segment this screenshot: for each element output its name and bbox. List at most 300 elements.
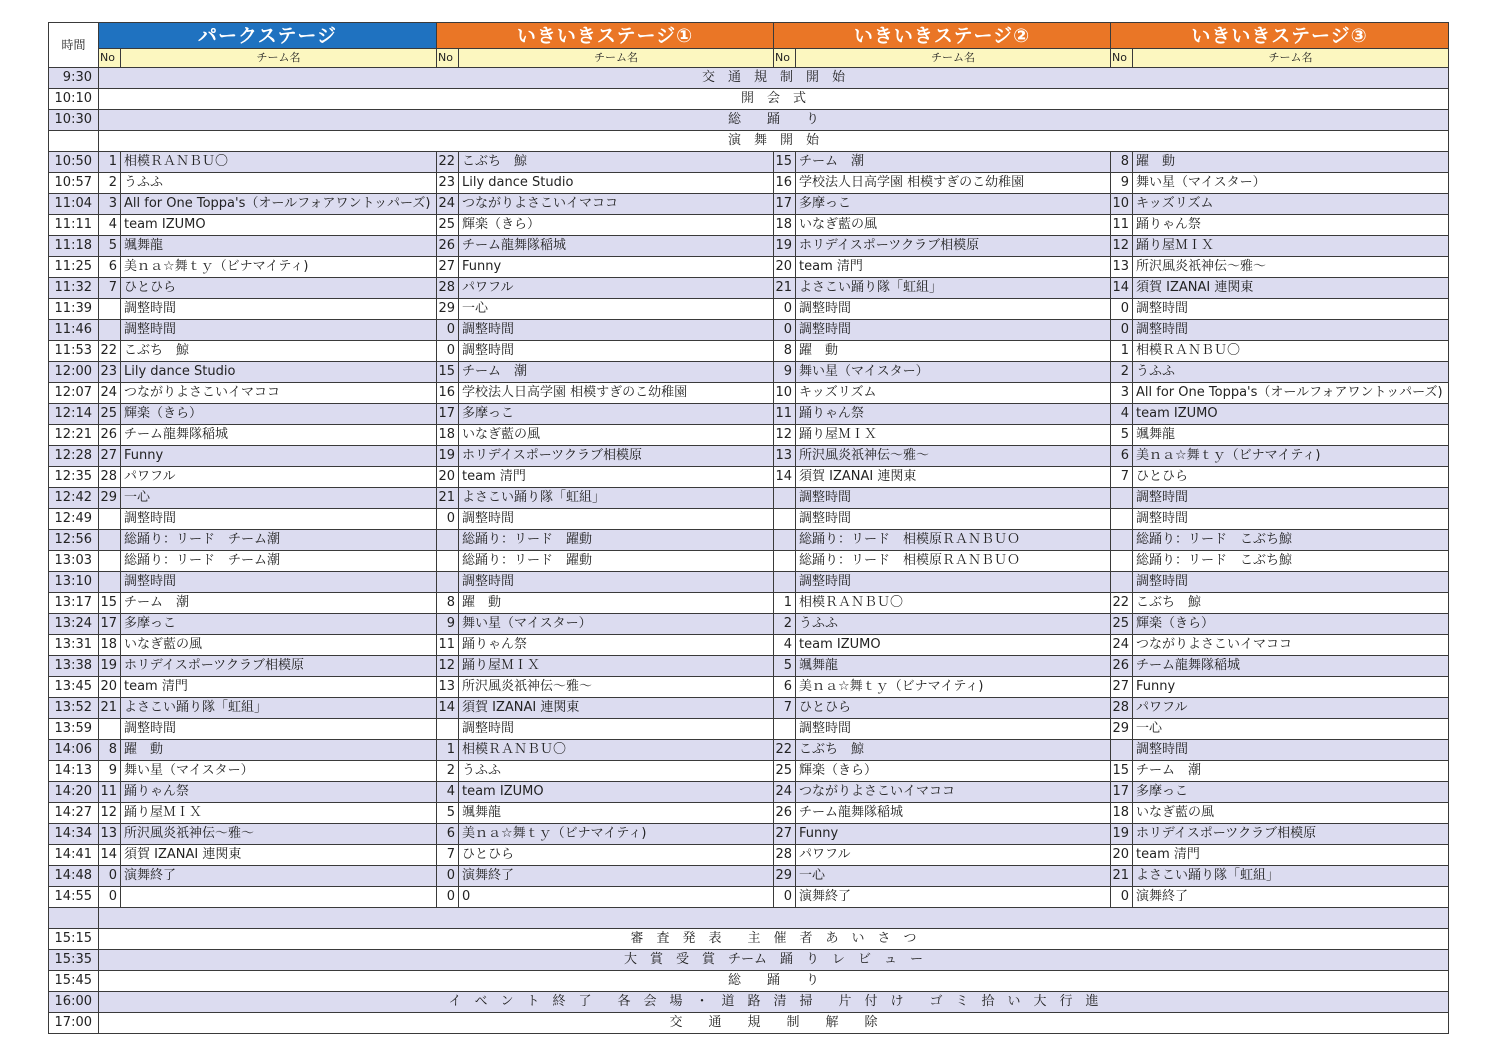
team-number-cell: 25	[1111, 614, 1133, 635]
team-name-cell: 調整時間	[121, 719, 437, 740]
schedule-row	[49, 614, 1449, 635]
team-name-cell: 一心	[796, 866, 1111, 887]
team-name-cell: team IZUMO	[121, 215, 437, 236]
time-cell: 14:27	[49, 803, 99, 824]
team-number-cell: 7	[99, 278, 121, 299]
team-name-cell: 輝楽（きら）	[121, 404, 437, 425]
team-number-cell: 0	[437, 320, 459, 341]
time-cell: 17:00	[49, 1013, 99, 1034]
team-name-cell: 須賀 IZANAI 連関東	[1133, 278, 1449, 299]
team-name-cell: 踊りゃん祭	[121, 782, 437, 803]
schedule-row	[49, 929, 1449, 950]
time-cell: 11:39	[49, 299, 99, 320]
schedule-row	[49, 362, 1449, 383]
time-cell	[49, 908, 99, 929]
team-name-cell: よさこい踊り隊「虹組」	[459, 488, 774, 509]
team-name-cell: 多摩っこ	[459, 404, 774, 425]
team-number-cell: 0	[1111, 320, 1133, 341]
schedule-row	[49, 236, 1449, 257]
team-number-cell: 12	[437, 656, 459, 677]
team-number-cell: 29	[99, 488, 121, 509]
team-number-cell: 12	[99, 803, 121, 824]
team-number-cell: 5	[774, 656, 796, 677]
time-cell: 12:21	[49, 425, 99, 446]
schedule-row	[49, 509, 1449, 530]
time-cell: 11:46	[49, 320, 99, 341]
team-number-cell	[1111, 551, 1133, 572]
schedule-row	[49, 677, 1449, 698]
team-name-cell: こぶち 鯨	[1133, 593, 1449, 614]
team-number-cell: 6	[774, 677, 796, 698]
team-number-cell: 27	[774, 824, 796, 845]
team-name-cell	[121, 887, 437, 908]
team-name-cell: 所沢風炎祇神伝～雅～	[121, 824, 437, 845]
team-number-cell: 7	[774, 698, 796, 719]
team-number-cell: 21	[774, 278, 796, 299]
team-name-cell: 颯舞龍	[1133, 425, 1449, 446]
team-number-cell	[99, 719, 121, 740]
schedule-row	[49, 110, 1449, 131]
team-number-cell	[99, 572, 121, 593]
team-number-cell: 19	[437, 446, 459, 467]
team-number-cell: 23	[99, 362, 121, 383]
team-name-cell: よさこい踊り隊「虹組」	[121, 698, 437, 719]
team-name-cell: ひとひら	[1133, 467, 1449, 488]
schedule-row	[49, 1013, 1449, 1034]
team-name-cell: 学校法人日高学園 相模すぎのこ幼稚園	[459, 383, 774, 404]
team-number-cell: 12	[1111, 236, 1133, 257]
no-column-header: No	[774, 49, 796, 68]
team-name-cell: 美ｎａ☆舞ｔｙ（ビナマイティ)	[459, 824, 774, 845]
team-number-cell: 0	[437, 887, 459, 908]
team-number-cell	[1111, 572, 1133, 593]
team-number-cell: 1	[99, 152, 121, 173]
time-cell: 11:11	[49, 215, 99, 236]
schedule-row	[49, 824, 1449, 845]
team-number-cell: 17	[99, 614, 121, 635]
team-name-cell: 相模ＲＡＮＢＵ〇	[1133, 341, 1449, 362]
team-name-cell: つながりよさこいイマココ	[1133, 635, 1449, 656]
team-number-cell: 13	[437, 677, 459, 698]
team-name-cell: こぶち 鯨	[796, 740, 1111, 761]
team-name-cell: 須賀 IZANAI 連関東	[121, 845, 437, 866]
team-number-cell: 5	[1111, 425, 1133, 446]
team-number-cell	[437, 551, 459, 572]
time-cell: 14:06	[49, 740, 99, 761]
event-cell: 開 会 式	[99, 89, 1449, 110]
team-number-cell: 25	[99, 404, 121, 425]
team-number-cell: 8	[99, 740, 121, 761]
team-name-cell: 総踊り：リード チーム潮	[121, 551, 437, 572]
time-cell: 10:50	[49, 152, 99, 173]
team-name-cell: 踊りゃん祭	[459, 635, 774, 656]
team-name-cell: 美ｎａ☆舞ｔｙ（ビナマイティ)	[1133, 446, 1449, 467]
event-cell: 演 舞 開 始	[99, 131, 1449, 152]
team-number-cell: 20	[1111, 845, 1133, 866]
team-number-cell: 13	[99, 824, 121, 845]
team-number-cell: 6	[99, 257, 121, 278]
schedule-row	[49, 320, 1449, 341]
team-name-cell: 踊りゃん祭	[796, 404, 1111, 425]
team-name-cell: 踊り屋ＭＩＸ	[459, 656, 774, 677]
event-cell: 交 通 規 制 解 除	[99, 1013, 1449, 1034]
team-name-cell: 調整時間	[796, 509, 1111, 530]
team-name-cell: 演舞終了	[459, 866, 774, 887]
team-name-cell: パワフル	[459, 278, 774, 299]
team-name-cell: うふふ	[1133, 362, 1449, 383]
team-name-cell: 調整時間	[1133, 320, 1449, 341]
team-number-cell: 6	[1111, 446, 1133, 467]
team-number-cell: 0	[437, 341, 459, 362]
team-number-cell: 17	[1111, 782, 1133, 803]
team-name-cell: 調整時間	[121, 572, 437, 593]
time-cell: 14:20	[49, 782, 99, 803]
team-name-cell: Funny	[796, 824, 1111, 845]
team-name-cell: 所沢風炎祇神伝～雅～	[459, 677, 774, 698]
schedule-row	[49, 488, 1449, 509]
time-cell: 11:04	[49, 194, 99, 215]
team-name-cell: こぶち 鯨	[121, 341, 437, 362]
team-number-cell: 7	[1111, 467, 1133, 488]
team-name-cell: 颯舞龍	[121, 236, 437, 257]
schedule-row	[49, 719, 1449, 740]
team-name-cell: 調整時間	[121, 299, 437, 320]
team-number-cell: 16	[774, 173, 796, 194]
schedule-row	[49, 803, 1449, 824]
team-name-cell: 調整時間	[459, 719, 774, 740]
team-name-cell: 舞い星（マイスター）	[459, 614, 774, 635]
team-name-cell: All for One Toppa's（オールフォアワントッパーズ)	[121, 194, 437, 215]
time-cell: 13:45	[49, 677, 99, 698]
team-name-cell: 調整時間	[796, 320, 1111, 341]
team-name-cell: 調整時間	[1133, 509, 1449, 530]
team-number-cell: 7	[437, 845, 459, 866]
no-column-header: No	[1111, 49, 1133, 68]
team-name-cell: チーム 潮	[1133, 761, 1449, 782]
team-number-cell	[99, 299, 121, 320]
team-number-cell: 0	[99, 887, 121, 908]
team-number-cell: 8	[437, 593, 459, 614]
team-name-cell: チーム 潮	[121, 593, 437, 614]
team-name-cell: 調整時間	[1133, 488, 1449, 509]
team-number-cell: 15	[774, 152, 796, 173]
event-cell: 大 賞 受 賞 チーム 踊 り レ ビ ュ ー	[99, 950, 1449, 971]
team-number-cell: 15	[1111, 761, 1133, 782]
schedule-row	[49, 593, 1449, 614]
team-number-cell: 28	[437, 278, 459, 299]
team-name-cell: 総踊り：リード 相模原ＲＡＮＢＵＯ	[796, 530, 1111, 551]
team-name-cell: ひとひら	[459, 845, 774, 866]
team-number-cell: 1	[774, 593, 796, 614]
team-number-cell: 27	[99, 446, 121, 467]
team-number-cell: 0	[437, 509, 459, 530]
team-name-cell: 一心	[459, 299, 774, 320]
team-name-cell: 舞い星（マイスター）	[121, 761, 437, 782]
team-name-cell: 演舞終了	[1133, 887, 1449, 908]
event-cell	[99, 908, 1449, 929]
schedule-row	[49, 908, 1449, 929]
schedule-row	[49, 278, 1449, 299]
team-name-cell: 躍 動	[459, 593, 774, 614]
team-number-cell: 5	[99, 236, 121, 257]
team-number-cell: 20	[99, 677, 121, 698]
team-name-cell: チーム龍舞隊稲城	[1133, 656, 1449, 677]
team-name-cell: 輝楽（きら）	[1133, 614, 1449, 635]
team-name-cell: チーム 潮	[796, 152, 1111, 173]
team-number-cell	[99, 320, 121, 341]
team-name-cell: team IZUMO	[796, 635, 1111, 656]
team-number-cell: 9	[774, 362, 796, 383]
schedule-row	[49, 194, 1449, 215]
team-name-cell: ホリデイスポーツクラブ相模原	[1133, 824, 1449, 845]
team-number-cell	[99, 551, 121, 572]
team-number-cell: 21	[1111, 866, 1133, 887]
event-cell: イ ベ ン ト 終 了 各 会 場 ・ 道 路 清 掃 片 付 け ゴ ミ 拾 い 大 行 進	[99, 992, 1449, 1013]
team-number-cell: 20	[437, 467, 459, 488]
team-name-cell: 颯舞龍	[796, 656, 1111, 677]
schedule-row	[49, 887, 1449, 908]
team-name-cell: いなぎ藍の風	[1133, 803, 1449, 824]
team-number-cell	[437, 530, 459, 551]
team-name-cell: 美ｎａ☆舞ｔｙ（ビナマイティ)	[121, 257, 437, 278]
team-number-cell: 26	[1111, 656, 1133, 677]
time-cell: 14:13	[49, 761, 99, 782]
schedule-row	[49, 866, 1449, 887]
time-cell: 14:34	[49, 824, 99, 845]
team-name-cell: いなぎ藍の風	[121, 635, 437, 656]
team-name-cell: 須賀 IZANAI 連関東	[796, 467, 1111, 488]
team-name-cell: よさこい踊り隊「虹組」	[1133, 866, 1449, 887]
stage-header-park: パークステージ	[99, 23, 437, 49]
team-number-cell: 9	[99, 761, 121, 782]
team-name-cell: team IZUMO	[459, 782, 774, 803]
team-number-cell: 16	[437, 383, 459, 404]
team-name-cell: 相模ＲＡＮＢＵ〇	[796, 593, 1111, 614]
team-number-cell	[1111, 740, 1133, 761]
team-number-cell: 18	[437, 425, 459, 446]
team-name-cell: 総踊り：リード 躍動	[459, 551, 774, 572]
team-name-cell: 一心	[121, 488, 437, 509]
team-name-cell: 調整時間	[459, 572, 774, 593]
team-name-cell: 演舞終了	[796, 887, 1111, 908]
team-number-cell: 27	[437, 257, 459, 278]
time-cell: 13:52	[49, 698, 99, 719]
schedule-row	[49, 425, 1449, 446]
team-number-cell: 14	[774, 467, 796, 488]
team-name-cell: team 清門	[1133, 845, 1449, 866]
schedule-row	[49, 341, 1449, 362]
team-number-cell: 2	[99, 173, 121, 194]
team-name-cell: 調整時間	[1133, 572, 1449, 593]
team-name-cell: いなぎ藍の風	[796, 215, 1111, 236]
team-number-cell: 22	[774, 740, 796, 761]
team-column-header: チーム名	[459, 49, 774, 68]
team-number-cell: 19	[774, 236, 796, 257]
team-number-cell: 8	[774, 341, 796, 362]
event-cell: 総 踊 り	[99, 971, 1449, 992]
schedule-row	[49, 845, 1449, 866]
schedule-row	[49, 698, 1449, 719]
time-cell: 10:57	[49, 173, 99, 194]
team-number-cell: 3	[99, 194, 121, 215]
schedule-row	[49, 173, 1449, 194]
schedule-row	[49, 89, 1449, 110]
team-name-cell: 調整時間	[796, 299, 1111, 320]
schedule-row	[49, 152, 1449, 173]
schedule-row	[49, 530, 1449, 551]
schedule-row	[49, 446, 1449, 467]
team-number-cell: 26	[774, 803, 796, 824]
team-number-cell: 4	[774, 635, 796, 656]
team-name-cell: ホリデイスポーツクラブ相模原	[121, 656, 437, 677]
team-number-cell: 0	[774, 887, 796, 908]
team-name-cell: 調整時間	[459, 341, 774, 362]
team-number-cell: 11	[437, 635, 459, 656]
team-name-cell: 相模ＲＡＮＢＵ〇	[121, 152, 437, 173]
time-cell: 12:00	[49, 362, 99, 383]
time-cell: 12:35	[49, 467, 99, 488]
time-cell: 14:41	[49, 845, 99, 866]
team-name-cell: 所沢風炎祇神伝～雅～	[796, 446, 1111, 467]
team-number-cell: 25	[774, 761, 796, 782]
team-name-cell: 学校法人日高学園 相模すぎのこ幼稚園	[796, 173, 1111, 194]
team-number-cell: 1	[1111, 341, 1133, 362]
team-name-cell: 演舞終了	[121, 866, 437, 887]
team-number-cell: 11	[774, 404, 796, 425]
team-number-cell: 22	[437, 152, 459, 173]
team-name-cell: 颯舞龍	[459, 803, 774, 824]
team-number-cell: 18	[99, 635, 121, 656]
team-name-cell: Funny	[1133, 677, 1449, 698]
team-number-cell: 19	[99, 656, 121, 677]
team-number-cell: 29	[437, 299, 459, 320]
schedule-row	[49, 740, 1449, 761]
team-number-cell: 10	[774, 383, 796, 404]
team-name-cell: いなぎ藍の風	[459, 425, 774, 446]
team-name-cell: 0	[459, 887, 774, 908]
team-number-cell: 0	[774, 299, 796, 320]
team-number-cell: 2	[774, 614, 796, 635]
schedule-row	[49, 761, 1449, 782]
team-name-cell: パワフル	[796, 845, 1111, 866]
schedule-row	[49, 383, 1449, 404]
team-name-cell: 多摩っこ	[796, 194, 1111, 215]
team-name-cell: Lily dance Studio	[459, 173, 774, 194]
team-number-cell: 17	[774, 194, 796, 215]
team-name-cell: 躍 動	[796, 341, 1111, 362]
team-column-header: チーム名	[1133, 49, 1449, 68]
team-name-cell: 躍 動	[121, 740, 437, 761]
time-cell: 15:15	[49, 929, 99, 950]
team-number-cell: 4	[437, 782, 459, 803]
team-number-cell: 24	[1111, 635, 1133, 656]
team-name-cell: よさこい踊り隊「虹組」	[796, 278, 1111, 299]
schedule-row	[49, 782, 1449, 803]
team-name-cell: つながりよさこいイマココ	[121, 383, 437, 404]
team-name-cell: パワフル	[1133, 698, 1449, 719]
team-name-cell: 総踊り：リード 躍動	[459, 530, 774, 551]
team-number-cell: 24	[774, 782, 796, 803]
team-name-cell: 総踊り：リード 相模原ＲＡＮＢＵＯ	[796, 551, 1111, 572]
team-name-cell: ホリデイスポーツクラブ相模原	[459, 446, 774, 467]
schedule-row	[49, 299, 1449, 320]
team-name-cell: 踊り屋ＭＩＸ	[1133, 236, 1449, 257]
team-name-cell: team 清門	[796, 257, 1111, 278]
team-name-cell: 調整時間	[459, 320, 774, 341]
team-name-cell: 躍 動	[1133, 152, 1449, 173]
event-cell: 審 査 発 表 主 催 者 あ い さ つ	[99, 929, 1449, 950]
team-number-cell	[774, 509, 796, 530]
schedule-row	[49, 950, 1449, 971]
team-name-cell: team IZUMO	[1133, 404, 1449, 425]
time-cell: 12:42	[49, 488, 99, 509]
team-name-cell: 舞い星（マイスター）	[796, 362, 1111, 383]
schedule-row	[49, 257, 1449, 278]
team-name-cell: 調整時間	[796, 488, 1111, 509]
time-cell: 13:24	[49, 614, 99, 635]
team-number-cell: 28	[1111, 698, 1133, 719]
team-number-cell: 4	[99, 215, 121, 236]
team-number-cell: 26	[437, 236, 459, 257]
team-number-cell: 22	[1111, 593, 1133, 614]
team-name-cell: チーム龍舞隊稲城	[459, 236, 774, 257]
schedule-row	[49, 404, 1449, 425]
time-cell: 11:32	[49, 278, 99, 299]
team-number-cell: 14	[437, 698, 459, 719]
time-cell: 11:18	[49, 236, 99, 257]
time-cell: 15:45	[49, 971, 99, 992]
team-number-cell: 19	[1111, 824, 1133, 845]
team-number-cell	[774, 572, 796, 593]
team-name-cell: 所沢風炎祇神伝～雅～	[1133, 257, 1449, 278]
team-name-cell: チーム 潮	[459, 362, 774, 383]
team-number-cell: 24	[99, 383, 121, 404]
time-cell: 9:30	[49, 68, 99, 89]
team-number-cell: 0	[774, 320, 796, 341]
time-cell: 12:56	[49, 530, 99, 551]
team-number-cell: 1	[437, 740, 459, 761]
team-name-cell: 踊り屋ＭＩＸ	[121, 803, 437, 824]
schedule-row	[49, 551, 1449, 572]
team-number-cell: 3	[1111, 383, 1133, 404]
team-name-cell: 調整時間	[1133, 740, 1449, 761]
team-name-cell: 多摩っこ	[1133, 782, 1449, 803]
team-number-cell: 18	[774, 215, 796, 236]
team-number-cell	[1111, 530, 1133, 551]
team-name-cell: 調整時間	[796, 719, 1111, 740]
team-number-cell: 2	[437, 761, 459, 782]
team-name-cell: 踊り屋ＭＩＸ	[796, 425, 1111, 446]
team-number-cell: 21	[437, 488, 459, 509]
team-number-cell: 0	[437, 866, 459, 887]
team-number-cell: 13	[1111, 257, 1133, 278]
team-number-cell: 0	[1111, 299, 1133, 320]
team-name-cell: 須賀 IZANAI 連関東	[459, 698, 774, 719]
team-name-cell: キッズリズム	[796, 383, 1111, 404]
team-number-cell: 8	[1111, 152, 1133, 173]
team-number-cell: 24	[437, 194, 459, 215]
team-name-cell: Funny	[121, 446, 437, 467]
team-name-cell: ひとひら	[796, 698, 1111, 719]
team-number-cell: 5	[437, 803, 459, 824]
schedule-row	[49, 992, 1449, 1013]
team-number-cell: 28	[774, 845, 796, 866]
team-number-cell	[437, 572, 459, 593]
team-number-cell: 17	[437, 404, 459, 425]
team-name-cell: 総踊り：リード こぶち鯨	[1133, 551, 1449, 572]
stage-header-ikiiki-3: いきいきステージ③	[1111, 23, 1449, 49]
team-name-cell: Funny	[459, 257, 774, 278]
